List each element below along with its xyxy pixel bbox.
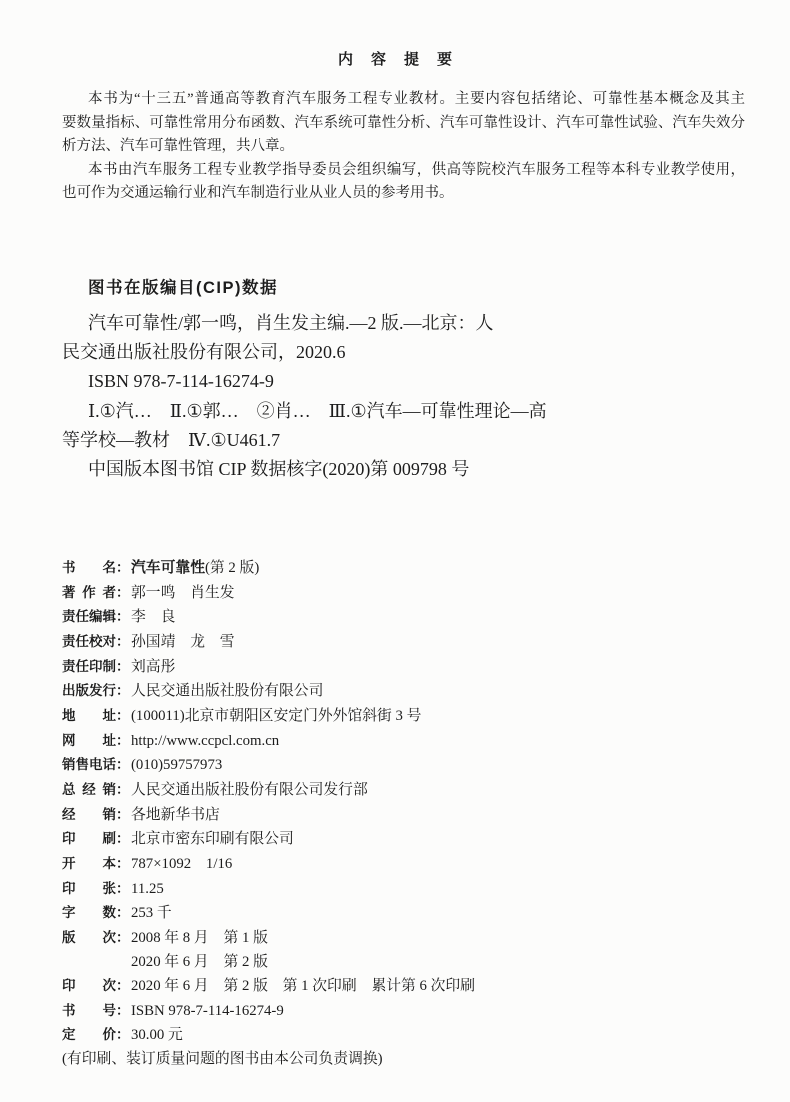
colophon-colon: ： (116, 781, 130, 797)
colophon-value: 2020 年 6 月 第 2 版 第 1 次印刷 累计第 6 次印刷 (131, 978, 476, 995)
colophon-row-printing (62, 974, 762, 999)
abstract-line: 本书由汽车服务工程专业教学指导委员会组织编写，供高等院校汽车服务工程等本科专业教学使用， (88, 161, 745, 178)
colophon-value: (010)59757973 (131, 757, 223, 774)
colophon-colon: ： (116, 683, 130, 699)
colophon-row-authors (62, 581, 762, 606)
abstract-line: 要数量指标、可靠性常用分布函数、汽车系统可靠性分析、汽车可靠性设计、汽车可靠性试验、汽车失效分 (62, 114, 745, 131)
colophon-row-edition (62, 926, 762, 951)
colophon-value: 李 良 (131, 609, 176, 626)
cip-approval-number: 中国版本图书馆 CIP 数据核字(2020)第 009798 号 (88, 459, 470, 480)
colophon-row-printer (62, 827, 762, 852)
colophon-colon: ： (116, 1027, 130, 1043)
colophon-colon: ： (116, 806, 130, 822)
colophon-colon: ： (116, 1002, 130, 1018)
colophon-label: 印 张 (62, 880, 116, 896)
colophon-label: 版 次 (62, 929, 116, 945)
colophon-label: 地 址 (62, 707, 116, 723)
colophon-value: 253 千 (131, 905, 172, 922)
colophon-colon: ： (116, 560, 130, 575)
colophon-label: 书 号 (62, 1002, 116, 1018)
colophon-label: 责任校对 (62, 633, 116, 649)
colophon-label: 印 刷 (62, 831, 116, 847)
colophon-label: 开 本 (62, 855, 116, 871)
book-title: 汽车可靠性 (131, 560, 205, 576)
colophon-row-proofreader (62, 630, 762, 655)
colophon-label: 责任编辑 (62, 609, 116, 625)
colophon-row-editor (62, 605, 762, 630)
colophon-colon: ： (116, 658, 130, 674)
colophon-label: 书 名 (62, 560, 116, 575)
colophon-row-format (62, 852, 762, 877)
colophon-value: 孙国靖 龙 雪 (131, 633, 235, 650)
quality-notice: (有印刷、装订质量问题的图书由本公司负责调换) (62, 1051, 383, 1068)
colophon-row-price (62, 1023, 762, 1048)
colophon-label: 定 价 (62, 1027, 116, 1043)
colophon-colon: ： (116, 831, 130, 847)
colophon-row-word-count (62, 901, 762, 926)
colophon-colon: ： (116, 905, 130, 921)
colophon (62, 556, 762, 1072)
cip-classification-line: Ⅰ.①汽… Ⅱ.①郭… ②肖… Ⅲ.①汽车—可靠性理论—高 (88, 400, 547, 421)
colophon-value: 2020 年 6 月 第 2 版 (131, 953, 268, 970)
colophon-label: 经 销 (62, 806, 116, 822)
colophon-value: http://www.ccpcl.com.cn (131, 732, 280, 749)
abstract-line: 也可作为交通运输行业和汽车制造行业从业人员的参考用书。 (62, 185, 454, 201)
colophon-label: 印 次 (62, 978, 116, 994)
colophon-colon: ： (116, 757, 130, 773)
colophon-value: ISBN 978-7-114-16274-9 (131, 1002, 284, 1019)
cip-classification-line: 等学校—教材 Ⅳ.①U461.7 (62, 429, 281, 450)
colophon-row-publisher (62, 679, 762, 704)
colophon-colon: ： (116, 855, 130, 871)
colophon-colon: ： (116, 633, 130, 649)
cip-heading: 图书在版编目(CIP)数据 (88, 279, 278, 297)
colophon-label: 出版发行 (62, 683, 116, 699)
colophon-label: 字 数 (62, 905, 116, 921)
cip-entry-line: 汽车可靠性/郭一鸣，肖生发主编.—2 版.—北京：人 (88, 313, 494, 333)
colophon-value: 787×1092 1/16 (131, 855, 233, 872)
cip-entry-line: 民交通出版社股份有限公司，2020.6 (62, 342, 346, 363)
colophon-value: (100011)北京市朝阳区安定门外外馆斜街 3 号 (131, 707, 422, 724)
colophon-value: 刘高彤 (131, 658, 176, 675)
abstract-text (62, 88, 745, 206)
colophon-colon: ： (116, 732, 130, 748)
colophon-value: 11.25 (131, 880, 164, 897)
colophon-value: 北京市密东印刷有限公司 (131, 831, 294, 848)
colophon-row-edition-continued (62, 951, 762, 975)
abstract-title: 内容提要 (337, 51, 470, 68)
colophon-row-sales-phone (62, 753, 762, 778)
cip-isbn: ISBN 978-7-114-16274-9 (88, 371, 274, 392)
colophon-value: 2008 年 8 月 第 1 版 (131, 929, 268, 946)
colophon-value: 30.00 元 (131, 1027, 183, 1044)
colophon-label: 责任印制 (62, 658, 116, 674)
colophon-colon: ： (116, 609, 130, 625)
colophon-value: 各地新华书店 (131, 806, 220, 823)
abstract-line: 本书为“十三五”普通高等教育汽车服务工程专业教材。主要内容包括绪论、可靠性基本概念及其主 (88, 91, 745, 107)
colophon-value: 人民交通出版社股份有限公司发行部 (131, 781, 368, 798)
colophon-value: 人民交通出版社股份有限公司 (131, 683, 324, 700)
colophon-row-book-title (62, 556, 762, 581)
colophon-row-address (62, 704, 762, 729)
colophon-colon: ： (116, 929, 130, 945)
colophon-colon: ： (116, 978, 130, 994)
colophon-row-sheets (62, 877, 762, 902)
colophon-row-website (62, 729, 762, 754)
colophon-label: 著 作 者 (62, 584, 116, 600)
colophon-row-isbn (62, 999, 762, 1024)
colophon-label: 总 经 销 (62, 781, 116, 797)
colophon-label: 网 址 (62, 732, 116, 748)
colophon-row-general-distributor (62, 778, 762, 803)
book-edition: (第 2 版) (205, 560, 260, 576)
abstract-line: 析方法、汽车可靠性管理，共八章。 (62, 138, 294, 154)
colophon-row-print-supervisor (62, 655, 762, 680)
colophon-colon: ： (116, 880, 130, 896)
colophon-colon: ： (116, 584, 130, 600)
colophon-label: 销售电话 (62, 757, 116, 773)
colophon-row-distributor (62, 803, 762, 828)
colophon-colon: ： (116, 707, 130, 723)
colophon-value: 郭一鸣 肖生发 (131, 584, 235, 601)
cip-data (62, 309, 762, 484)
